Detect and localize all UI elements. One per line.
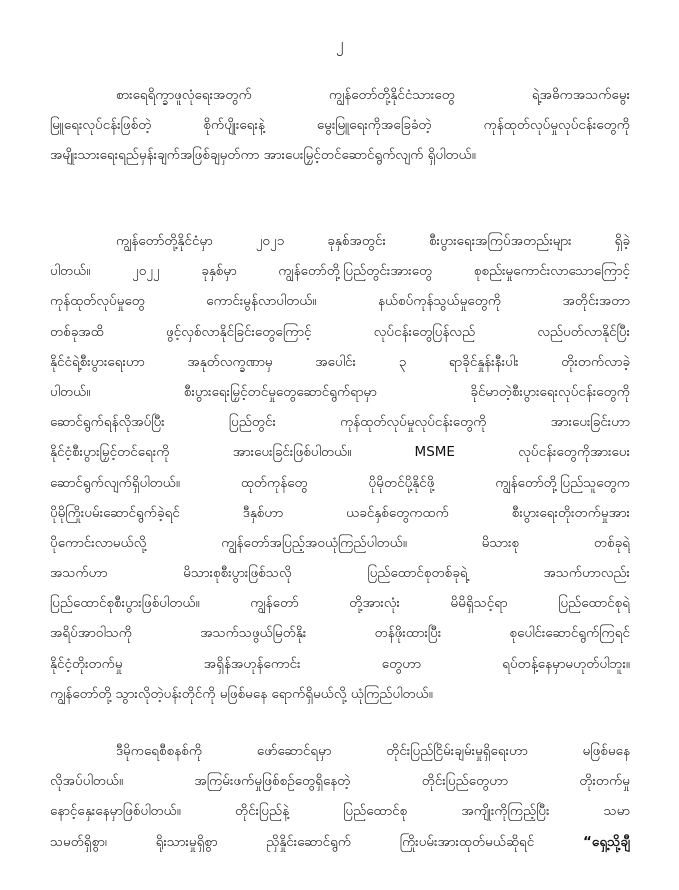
paragraph-line: ပိုကောင်းလာမယ်လို့ ကျွန်တော်အပြည့်အဝယုံကြည်ပါတယ်။ မိသားစု တစ်ခုရဲ့	[50, 534, 630, 551]
paragraph-line: ပိုမိုကြိုးပမ်းဆောင်ရွက်ခဲ့ရင် ဒီနှစ်ဟာ ယခင်နှစ်တွေကထက် စီးပွားရေးတိုးတက်မှုအား	[50, 504, 630, 521]
paragraph-line: ပါတယ်။ ၂၀၂၂ ခုနှစ်မှာ ကျွန်တော်တို့ပြည်တွင်းအားတွေ စုစည်းမှုကောင်းလာသောကြောင့်	[50, 263, 630, 280]
paragraph-line: တစ်ခုအထိ ဖွင့်လှစ်လာနိုင်ခြင်းတွေကြောင့် လုပ်ငန်းတွေပြန်လည် လည်ပတ်လာနိုင်ပြီး	[50, 323, 630, 340]
paragraph-line: ကျွန်တော်တို့နိုင်ငံမှာ ၂၀၂၁ ခုနှစ်အတွင်း စီးပွားရေးအကြပ်အတည်းများ ရှိခဲ့	[116, 233, 630, 249]
paragraph-line: နိုင်ငံရဲ့စီးပွားရေးဟာ အနုတ်လက္ခဏာမှ အပေါင်း ၃ ရာခိုင်နှုန်းနီးပါး တိုးတက်လာခဲ့	[50, 353, 630, 370]
paragraph-line: နိုင်ငံ့တိုးတက်မှု အရှိန်အဟုန်ကောင်း တွေဟာ ရပ်တန့်နေမှာမဟုတ်ပါဘူး။	[50, 655, 630, 672]
paragraph-line-text: သမတ်ရှိစွာ၊ ရိုးသားမှုရှိစွာ ညှိနှိုင်းဆောင်ရွက် ကြိုးပမ်းအားထုတ်မယ်ဆိုရင်	[50, 833, 535, 850]
paragraph-line: မြူရေးလုပ်ငန်းဖြစ်တဲ့ စိုက်ပျိုးရေးနဲ့ မွေးမြူရေးကိုအခြေခံတဲ့ ကုန်ထုတ်လုပ်မှုလုပ်ငန်းတွေကို	[50, 117, 630, 134]
paragraph-line: လိုအပ်ပါတယ်။ အကြမ်းဖက်မှုဖြစ်စဉ်တွေရှိနေတဲ့ တိုင်းပြည်တွေဟာ တိုးတက်မှု	[50, 773, 630, 790]
paragraph-line: ကျွန်တော်တို့ သွားလိုတဲ့ပန်းတိုင်ကို မဖြစ်မနေ ရောက်ရှိမယ်လို့ ယုံကြည်ပါတယ်။	[50, 685, 433, 702]
paragraph-line: ပါတယ်။ စီးပွားရေးမြှင့်တင်မှုတွေဆောင်ရွက်ရာမှာ ခိုင်မာတဲ့စီးပွားရေးလုပ်ငန်းတွေကို	[50, 383, 630, 400]
paragraph-line: ပြည်ထောင်စုစီးပွားဖြစ်ပါတယ်။ ကျွန်တော် တို့အားလုံး မိမိရှိသင့်ရာ ပြည်ထောင်စုရဲ့	[50, 595, 630, 612]
paragraph-3	[50, 736, 630, 857]
paragraph-line: အရိပ်အာဝါသကို အသက်သဖွယ်မြတ်နိုး တန်ဖိုးထားပြီး စုပေါင်းဆောင်ရွက်ကြရင်	[50, 625, 630, 642]
paragraph-line: စားရေရိက္ခာဖူလုံရေးအတွက် ကျွန်တော်တို့နိုင်ငံသားတွေ ရဲ့အဓိကအသက်မွေး	[116, 87, 630, 103]
continuation-bold-text: “ရှေ့သို့ချီ	[583, 833, 630, 850]
paragraph-line: နောင့်နှေးနေမှာဖြစ်ပါတယ်။ တိုင်းပြည်နဲ့ ပြည်ထောင်စု အကျိုးကိုကြည့်ပြီး သမာ	[50, 803, 630, 820]
paragraph-line: ဆောင်ရွက်ရန်လိုအပ်ပြီး ပြည်တွင်း ကုန်ထုတ်လုပ်မှုလုပ်ငန်းတွေကို အားပေးခြင်းဟာ	[50, 414, 630, 431]
paragraph-line: ဆောင်ရွက်လျက်ရှိပါတယ်။ ထုတ်ကုန်တွေ ပိုမိုတင်ပို့နိုင်ဖို့ ကျွန်တော်တို့ပြည်သူတွေက	[50, 474, 630, 491]
paragraph-line-final	[50, 827, 630, 857]
page-number: ၂	[335, 35, 344, 53]
paragraph-line: ကုန်ထုတ်လုပ်မှုတွေ ကောင်းမွန်လာပါတယ်။ နယ်စပ်ကုန်သွယ်မှုတွေကို အတိုင်းအတာ	[50, 293, 630, 310]
paragraph-line: ဒီမိုကရေစီစနစ်ကို ဖော်ဆောင်ရမှာ တိုင်းပြည်ငြိမ်းချမ်းမှုရှိရေးဟာ မဖြစ်မနေ	[116, 743, 630, 759]
paragraph-2	[50, 226, 630, 709]
paragraph-line: နိုင်ငံ့စီးပွားမြှင့်တင်ရေးကို အားပေးခြင်းဖြစ်ပါတယ်။ MSME လုပ်ငန်းတွေကိုအားပေး	[50, 444, 630, 461]
paragraph-line: အမျိုးသားရေးရည်မှန်းချက်အဖြစ်ချမှတ်ကာ အားပေးမြှင့်တင်ဆောင်ရွက်လျက် ရှိပါတယ်။	[50, 147, 476, 164]
paragraph-line: အသက်ဟာ မိသားစုစီးပွားဖြစ်သလို ပြည်ထောင်စုတစ်ခုရဲ့ အသက်ဟာလည်း	[50, 565, 630, 582]
paragraph-1	[50, 80, 630, 171]
